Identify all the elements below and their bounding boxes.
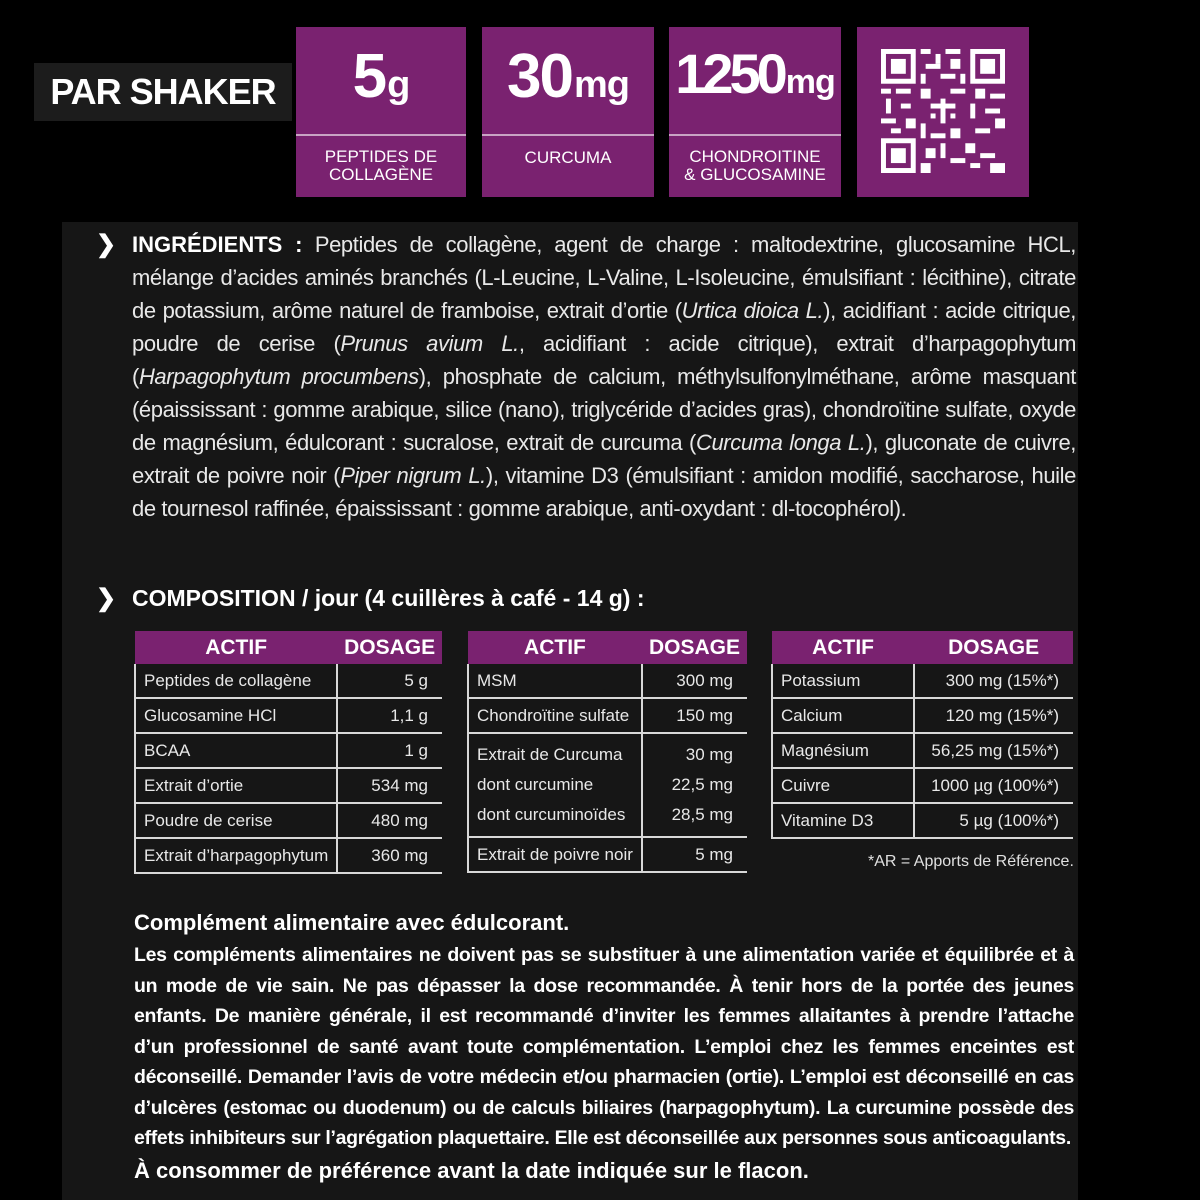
- curcuma-badge: [482, 27, 654, 197]
- badge-value: 30: [507, 42, 572, 111]
- legal-heading: Complément alimentaire avec édulcorant.: [134, 910, 570, 935]
- composition-table-1: [134, 631, 442, 874]
- badge-unit: g: [387, 64, 410, 106]
- badge-unit: mg: [573, 64, 629, 106]
- badge-value: 5: [352, 42, 386, 111]
- table-header-dosage: DOSAGE: [914, 631, 1073, 664]
- table-row: Magnésium 56,25 mg (15%*): [772, 733, 1073, 768]
- reference-note: *AR = Apports de Référence.: [868, 853, 1074, 870]
- table-row: Potassium 300 mg (15%*): [772, 664, 1073, 698]
- table-header-dosage: DOSAGE: [337, 631, 442, 664]
- chevron-right-icon: ❯: [96, 231, 117, 258]
- qr-code[interactable]: [857, 27, 1029, 197]
- qr-code-icon: [881, 49, 1005, 173]
- table-row: Vitamine D3 5 µg (100%*): [772, 803, 1073, 838]
- badge-caption: PEPTIDES DE COLLAGÈNE: [324, 147, 438, 184]
- table-row: BCAA 1 g: [135, 733, 442, 768]
- collagen-badge: [296, 27, 466, 197]
- badge-divider: [669, 134, 841, 136]
- table-row: Peptides de collagène 5 g: [135, 664, 442, 698]
- table-header-actif: ACTIF: [135, 631, 337, 664]
- table-header-actif: ACTIF: [468, 631, 642, 664]
- table-row: Chondroïtine sulfate 150 mg: [468, 698, 747, 733]
- badge-value: 1250: [675, 42, 784, 105]
- table-header-dosage: DOSAGE: [642, 631, 747, 664]
- table-header-actif: ACTIF: [772, 631, 914, 664]
- badge-unit: mg: [785, 63, 835, 101]
- table-row: Extrait de poivre noir 5 mg: [468, 837, 747, 872]
- badge-caption: CURCUMA: [524, 148, 612, 167]
- composition-title: COMPOSITION / jour (4 cuillères à café - 14 g) :: [132, 585, 645, 611]
- table-row: Calcium 120 mg (15%*): [772, 698, 1073, 733]
- table-row: Poudre de cerise 480 mg: [135, 803, 442, 838]
- ingredients-text: INGRÉDIENTS : Peptides de collagène, agent de charge : maltodextrine, glucosamine HCL, mélange d’acides aminés branchés (L-Leucine, L-Valine, L-Isoleucine, émulsifiant : lécithine), citrate de potassium, arôme naturel de framboise, extrait d’ortie (Urtica dioica L.), acidifiant : acide citrique, poudre de cerise (Prunus avium L., acidifiant : acide citrique), extrait d’harpagophytum (Harpagophytum procumbens), phosphate de calcium, méthylsulfonylméthane, arôme masquant (épaississant : gomme arabique, silice (nano), triglycéride d’acides gras), chondroïtine sulfate, oxyde de magnésium, édulcorant : sucralose, extrait de curcuma (Curcuma longa L.), gluconate de cuivre, extrait de poivre noir (Piper nigrum L.), vitamine D3 (émulsifiant : amidon modifié, saccharose, huile de tournesol raffinée, épaississant : gomme arabique, anti-oxydant : dl-tocophérol).: [132, 232, 1077, 521]
- ingredients-section: [96, 228, 1076, 525]
- composition-table-2: [467, 631, 747, 873]
- table-row: Extrait de Curcuma dont curcumine dont curcuminoïdes 30 mg 22,5 mg 28,5 mg: [468, 733, 747, 837]
- badge-divider: [482, 134, 654, 136]
- badge-caption: CHONDROITINE & GLUCOSAMINE: [684, 147, 826, 184]
- chevron-right-icon: ❯: [96, 585, 117, 612]
- badge-divider: [296, 134, 466, 136]
- composition-table-3: [771, 631, 1073, 839]
- chondroitine-badge: [669, 27, 841, 197]
- table-row: Glucosamine HCl 1,1 g: [135, 698, 442, 733]
- legal-footer: À consommer de préférence avant la date indiquée sur le flacon.: [134, 1157, 809, 1183]
- par-shaker-label: PAR SHAKER: [34, 63, 292, 121]
- table-row: Cuivre 1000 µg (100%*): [772, 768, 1073, 803]
- table-row: Extrait d’ortie 534 mg: [135, 768, 442, 803]
- legal-body: Les compléments alimentaires ne doivent pas se substituer à une alimentation variée et équilibrée et à un mode de vie sain. Ne pas dépasser la dose recommandée. À tenir hors de la portée des jeunes enfants. De manière générale, il est recommandé d’inviter les femmes allaitantes à prendre l’attache d’un professionnel de santé avant toute complémentation. L’emploi chez les femmes enceintes est déconseillé. Demander l’avis de votre médecin et/ou pharmacien (ortie). L’emploi est déconseillé en cas d’ulcères (estomac ou duodenum) ou de calculs biliaires (harpagophytum). La curcumine possède des effets inhibiteurs sur l’agrégation plaquettaire. Elle est déconseillée aux personnes sous anticoagulants.: [134, 944, 1074, 1149]
- composition-section: [96, 582, 1076, 615]
- table-row: Extrait d’harpagophytum 360 mg: [135, 838, 442, 873]
- table-row: MSM 300 mg: [468, 664, 747, 698]
- legal-notice: [134, 906, 1074, 1188]
